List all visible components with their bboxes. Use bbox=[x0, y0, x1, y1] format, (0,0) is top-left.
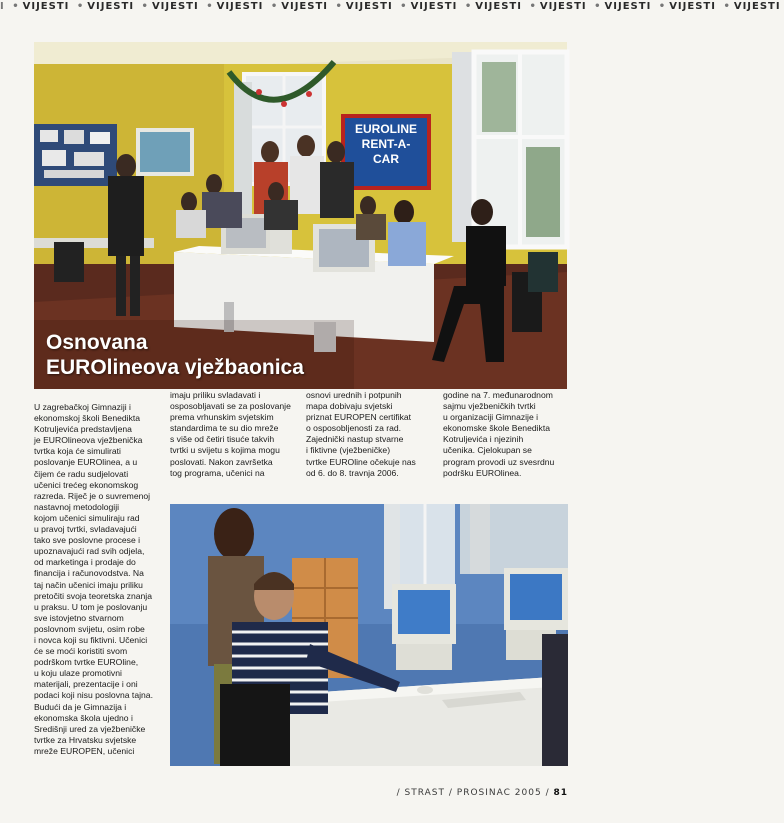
article-text-line: o osposobljenosti za rad. bbox=[306, 423, 402, 434]
sign-line3: CAR bbox=[373, 152, 399, 166]
article-text-line: od marketinga i prodaje do bbox=[34, 557, 136, 568]
article-text-line: tvrtke EUROline očekuje nas bbox=[306, 456, 416, 467]
article-text-line: u pravoj tvrtki, svladavajući bbox=[34, 524, 137, 535]
article-text-line: Središnji ured za vježbeničke bbox=[34, 723, 146, 734]
article-text-line: Zajednički nastup stvarne bbox=[306, 434, 404, 445]
section-label: VIJESTI bbox=[733, 1, 781, 12]
section-band: I • VIJESTI • VIJESTI • VIJESTI • VIJESTI • VIJESTI • VIJESTI • VIJESTI • VIJESTI • VIJESTI • VIJESTI • VIJESTI • VIJESTI bbox=[0, 1, 781, 12]
article-text-line: u organizaciji Gimnazije i bbox=[443, 412, 539, 423]
section-label: VIJESTI bbox=[604, 1, 652, 12]
article-text-line: mapa dobivaju svjetski bbox=[306, 401, 393, 412]
article-text-line: s više od četiri tisuće takvih bbox=[170, 434, 275, 445]
article-text-line: tvrtki u svijetu s kojima mogu bbox=[170, 445, 280, 456]
section-label: VIJESTI bbox=[151, 1, 199, 12]
page-footer: / STRAST / PROSINAC 2005 / 81 bbox=[396, 788, 568, 798]
article-text-line: taj način učenici imaju priliku bbox=[34, 579, 143, 590]
article-text-line: ekonomske škole Benedikta bbox=[443, 423, 551, 434]
article-text-line: financija i računovodstva. Na bbox=[34, 568, 144, 579]
article-text-line: tvrtka koja će simulirati bbox=[34, 446, 121, 457]
article-text-line: podršku EUROlinea. bbox=[443, 467, 522, 478]
article-column-4 bbox=[443, 390, 568, 479]
section-label: VIJESTI bbox=[281, 1, 329, 12]
article-text-line: u koju ulaze promotivni bbox=[34, 668, 122, 679]
article-text-line: pretočiti svoja teoretska znanja bbox=[34, 590, 152, 601]
sign-line2: RENT-A- bbox=[361, 137, 411, 151]
article-column-2 bbox=[170, 390, 295, 479]
article-text-line: poslovnom svijetu, osim robe bbox=[34, 623, 145, 634]
headline-line2: EUROlineova vježbaonica bbox=[46, 356, 304, 379]
article-text-line: materijali, prezentacije i oni bbox=[34, 679, 138, 690]
section-label: VIJESTI bbox=[22, 1, 70, 12]
article-text-line: osnovi urednih i potpunih bbox=[306, 390, 402, 400]
section-label: VIJESTI bbox=[345, 1, 393, 12]
section-label: VIJESTI bbox=[87, 1, 135, 12]
article-text-line: Kotruljevića predstavljena bbox=[34, 424, 132, 435]
article-text-line: će se moći koristiti svom bbox=[34, 646, 128, 657]
article-text-line: ekonomska škola ujedno i bbox=[34, 712, 133, 723]
article-text-line: priznat EUROPEN certifikat bbox=[306, 412, 412, 423]
article-text-line: program provodi uz svesrdnu bbox=[443, 456, 555, 467]
article-text-line: i novca koji su fiktivni. Učenici bbox=[34, 634, 148, 645]
article-text-line: prema vrhunskim svjetskim bbox=[170, 412, 274, 423]
article-text-line: mreže EUROPEN, učenici bbox=[34, 745, 135, 756]
section-label: VIJESTI bbox=[669, 1, 716, 12]
article-headline bbox=[46, 330, 304, 380]
article-text-line: čijem će radu sudjelovati bbox=[34, 468, 129, 479]
article-text-line: kojom učenici simuliraju rad bbox=[34, 512, 140, 523]
article-text-line: podrškom tvrtke EUROline, bbox=[34, 657, 139, 668]
article-text-line: poslovanje EUROlinea, a u bbox=[34, 457, 138, 468]
article-text-line: imaju priliku svladavati i bbox=[170, 390, 261, 400]
article-text-line: nastavnoj metodologiji bbox=[34, 501, 120, 512]
magazine-name: STRAST bbox=[404, 788, 446, 798]
section-label: VIJESTI bbox=[475, 1, 522, 12]
article-text-line: sajmu vježbeničkih tvrtki bbox=[443, 401, 536, 412]
article-text-line: sve istovjetno stvarnom bbox=[34, 612, 124, 623]
article-text-line: tako sve poslovne procese i bbox=[34, 535, 141, 546]
computer-lab-photo bbox=[170, 504, 568, 766]
article-text-line: standardima te su dio mreže bbox=[170, 423, 279, 434]
article-text-line: od 6. do 8. travnja 2006. bbox=[306, 467, 399, 478]
article-text-line: tog programa, učenici na bbox=[170, 467, 265, 478]
article-text-line: u praksu. U tom je poslovanju bbox=[34, 601, 148, 612]
article-text-line: učenika. Cjelokupan se bbox=[443, 445, 532, 456]
article-column-1 bbox=[34, 402, 156, 757]
article-text-line: U zagrebačkoj Gimnaziji i bbox=[34, 402, 131, 412]
section-label: VIJESTI bbox=[539, 1, 587, 12]
section-label: VIJESTI bbox=[216, 1, 264, 12]
article-text-line: je EUROlineova vježbenička bbox=[34, 435, 143, 446]
article-text-line: učenici trećeg ekonomskog bbox=[34, 479, 139, 490]
euroline-sign bbox=[345, 122, 427, 167]
article-text-line: i fiktivne (vježbeničke) bbox=[306, 445, 391, 456]
article-text-line: razreda. Riječ je o suvremenoj bbox=[34, 490, 151, 501]
article-text-line: osposobljavati se za poslovanje bbox=[170, 401, 291, 412]
article-text-line: Kotruljevića i njezinih bbox=[443, 434, 524, 445]
page-number: 81 bbox=[553, 788, 568, 798]
article-text-line: godine na 7. međunarodnom bbox=[443, 390, 553, 400]
article-column-3 bbox=[306, 390, 431, 479]
article-text-line: podaci koji nisu poslovna tajna. bbox=[34, 690, 153, 701]
article-text-line: upoznavajući rad svih odjela, bbox=[34, 546, 145, 557]
article-text-line: ekonomskoj školi Benedikta bbox=[34, 413, 141, 424]
article-text-line: poslovati. Nakon završetka bbox=[170, 456, 273, 467]
section-label: VIJESTI bbox=[410, 1, 458, 12]
computer-lab-photo-illustration bbox=[170, 504, 568, 766]
issue-date: PROSINAC 2005 bbox=[456, 788, 542, 798]
article-text-line: tvrtke za Hrvatsku svjetske bbox=[34, 734, 137, 745]
headline-line1: Osnovana bbox=[46, 331, 148, 354]
article-text-line: Budući da je Gimnazija i bbox=[34, 701, 127, 712]
sign-line1: EUROLINE bbox=[354, 122, 417, 136]
